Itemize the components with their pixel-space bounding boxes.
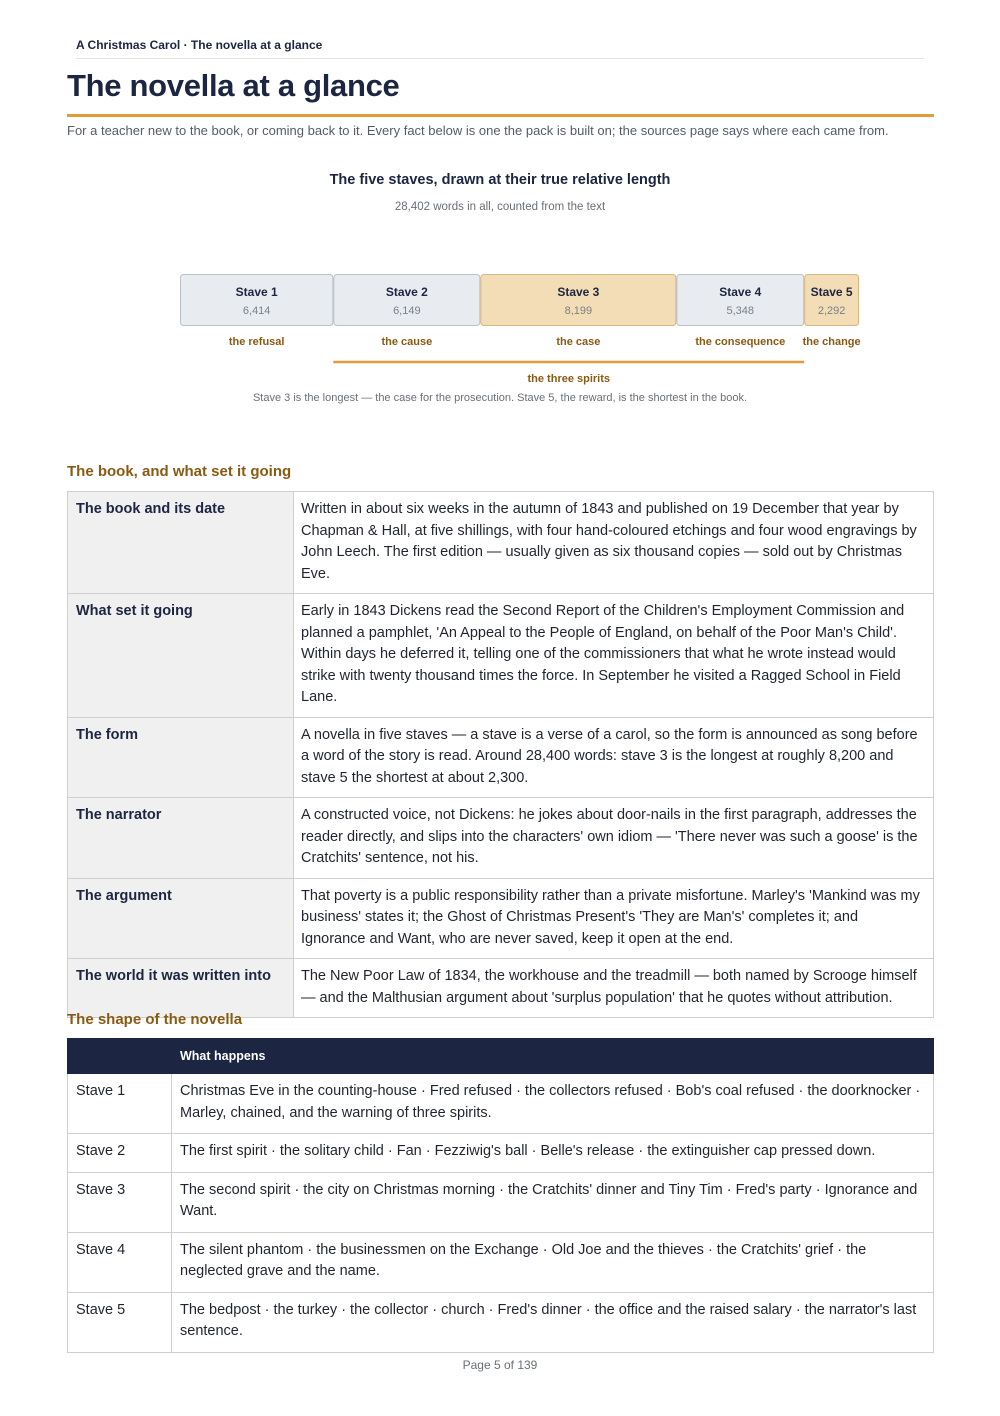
stave-row bbox=[68, 1074, 934, 1134]
stave-word-count: 2,292 bbox=[817, 305, 846, 317]
stave-row bbox=[68, 1172, 934, 1232]
fact-value: A novella in five staves — a stave is a verse of a carol, so the form is announced as song before a word of the story is read. Around 28,400 words: stave 3 is the longest at roughly 8,200 and stave 5 the shortest at about 2,300. bbox=[294, 717, 934, 798]
stave-row bbox=[68, 1134, 934, 1173]
title-rule bbox=[67, 114, 934, 117]
fact-label: What set it going bbox=[68, 594, 294, 718]
fact-row bbox=[68, 594, 934, 718]
fact-value: The New Poor Law of 1834, the workhouse and the treadmill — both named by Scrooge himself — and the Malthusian argument about 'surplus population' that he quotes without attribution. bbox=[294, 959, 934, 1018]
stave-row bbox=[68, 1232, 934, 1292]
stave-row bbox=[68, 1292, 934, 1352]
stave-summary: The bedpost · the turkey · the collector · church · Fred's dinner · the office and the raised salary · the narrator's last sentence. bbox=[172, 1292, 934, 1352]
page-title: The novella at a glance bbox=[67, 68, 400, 103]
stave-bar bbox=[334, 275, 480, 326]
stave-summary: The silent phantom · the businessmen on the Exchange · Old Joe and the thieves · the Cratchits' grief · the neglected grave and the name. bbox=[172, 1232, 934, 1292]
facts-table bbox=[67, 491, 934, 1018]
fact-label: The world it was written into bbox=[68, 959, 294, 1018]
stave-bar-label: Stave 5 bbox=[810, 285, 853, 299]
stave-word-count: 5,348 bbox=[726, 305, 755, 317]
intro-text: For a teacher new to the book, or coming back to it. Every fact below is one the pack is built on; the sources page says where each came from. bbox=[67, 123, 889, 138]
stave-name: Stave 4 bbox=[68, 1232, 172, 1292]
shape-table bbox=[67, 1038, 934, 1353]
fact-row bbox=[68, 878, 934, 959]
stave-bar bbox=[805, 275, 859, 326]
section-heading-book: The book, and what set it going bbox=[67, 463, 292, 480]
stave-bar bbox=[181, 275, 333, 326]
stave-length-chart bbox=[0, 260, 1000, 390]
stave-bar bbox=[677, 275, 804, 326]
stave-theme-label: the change bbox=[802, 336, 861, 348]
chart-subtitle: 28,402 words in all, counted from the text bbox=[394, 201, 606, 213]
stave-word-count: 6,414 bbox=[242, 305, 271, 317]
stave-name: Stave 1 bbox=[68, 1074, 172, 1134]
header-what-happens: What happens bbox=[172, 1039, 934, 1074]
stave-word-count: 8,199 bbox=[564, 305, 593, 317]
fact-row bbox=[68, 717, 934, 798]
stave-bar-label: Stave 1 bbox=[235, 285, 278, 299]
stave-bar-label: Stave 4 bbox=[719, 285, 762, 299]
stave-name: Stave 2 bbox=[68, 1134, 172, 1173]
stave-summary: The second spirit · the city on Christmas morning · the Cratchits' dinner and Tiny Tim · Fred's party · Ignorance and Want. bbox=[172, 1172, 934, 1232]
stave-theme-label: the consequence bbox=[695, 336, 786, 348]
fact-value: Written in about six weeks in the autumn of 1843 and published on 19 December that year by Chapman & Hall, at five shillings, with four hand-coloured etchings and four wood engravings by John Leech. The first edition — usually given as six thousand copies — sold out by Christmas Eve. bbox=[294, 492, 934, 594]
running-head: A Christmas Carol · The novella at a glance bbox=[76, 38, 924, 59]
stave-summary: The first spirit · the solitary child · Fan · Fezziwig's ball · Belle's release · the extinguisher cap pressed down. bbox=[172, 1134, 934, 1173]
fact-row bbox=[68, 959, 934, 1018]
stave-theme-label: the cause bbox=[381, 336, 433, 348]
chart-title: The five staves, drawn at their true relative length bbox=[329, 172, 671, 188]
fact-label: The book and its date bbox=[68, 492, 294, 594]
fact-label: The form bbox=[68, 717, 294, 798]
stave-name: Stave 5 bbox=[68, 1292, 172, 1352]
fact-row bbox=[68, 492, 934, 594]
header-blank-cell bbox=[68, 1039, 172, 1074]
fact-value: Early in 1843 Dickens read the Second Report of the Children's Employment Commission and planned a pamphlet, 'An Appeal to the People of England, on behalf of the Poor Man's Child'. Within days he deferred it, telling one of the commissioners that what he wrote instead would strike with twenty thousand times the force. In September he visited a Ragged School in Field Lane. bbox=[294, 594, 934, 718]
fact-label: The argument bbox=[68, 878, 294, 959]
stave-name: Stave 3 bbox=[68, 1172, 172, 1232]
stave-theme-label: the case bbox=[556, 336, 601, 348]
stave-bar bbox=[481, 275, 676, 326]
chart-note: Stave 3 is the longest — the case for the prosecution. Stave 5, the reward, is the shortest in the book. bbox=[252, 392, 748, 404]
stave-bar-label: Stave 2 bbox=[385, 285, 428, 299]
page-number: Page 5 of 139 bbox=[462, 1358, 538, 1372]
fact-value: A constructed voice, not Dickens: he jokes about door-nails in the first paragraph, addresses the reader directly, and slips into the characters' own idiom — 'There never was such a goose' is the Cratchits' sentence, not his. bbox=[294, 798, 934, 879]
stave-word-count: 6,149 bbox=[393, 305, 421, 317]
three-spirits-label: the three spirits bbox=[527, 373, 611, 385]
fact-value: That poverty is a public responsibility rather than a private misfortune. Marley's 'Mankind was my business' states it; the Ghost of Christmas Present's 'They are Man's' completes it; and Ignorance and Want, who are never saved, keep it open at the end. bbox=[294, 878, 934, 959]
section-heading-shape: The shape of the novella bbox=[67, 1011, 243, 1028]
fact-label: The narrator bbox=[68, 798, 294, 879]
fact-row bbox=[68, 798, 934, 879]
stave-theme-label: the refusal bbox=[228, 336, 285, 348]
stave-bar-label: Stave 3 bbox=[557, 285, 600, 299]
stave-summary: Christmas Eve in the counting-house · Fred refused · the collectors refused · Bob's coal refused · the doorknocker · Marley, chained, and the warning of three spirits. bbox=[172, 1074, 934, 1134]
shape-table-header bbox=[68, 1039, 934, 1074]
